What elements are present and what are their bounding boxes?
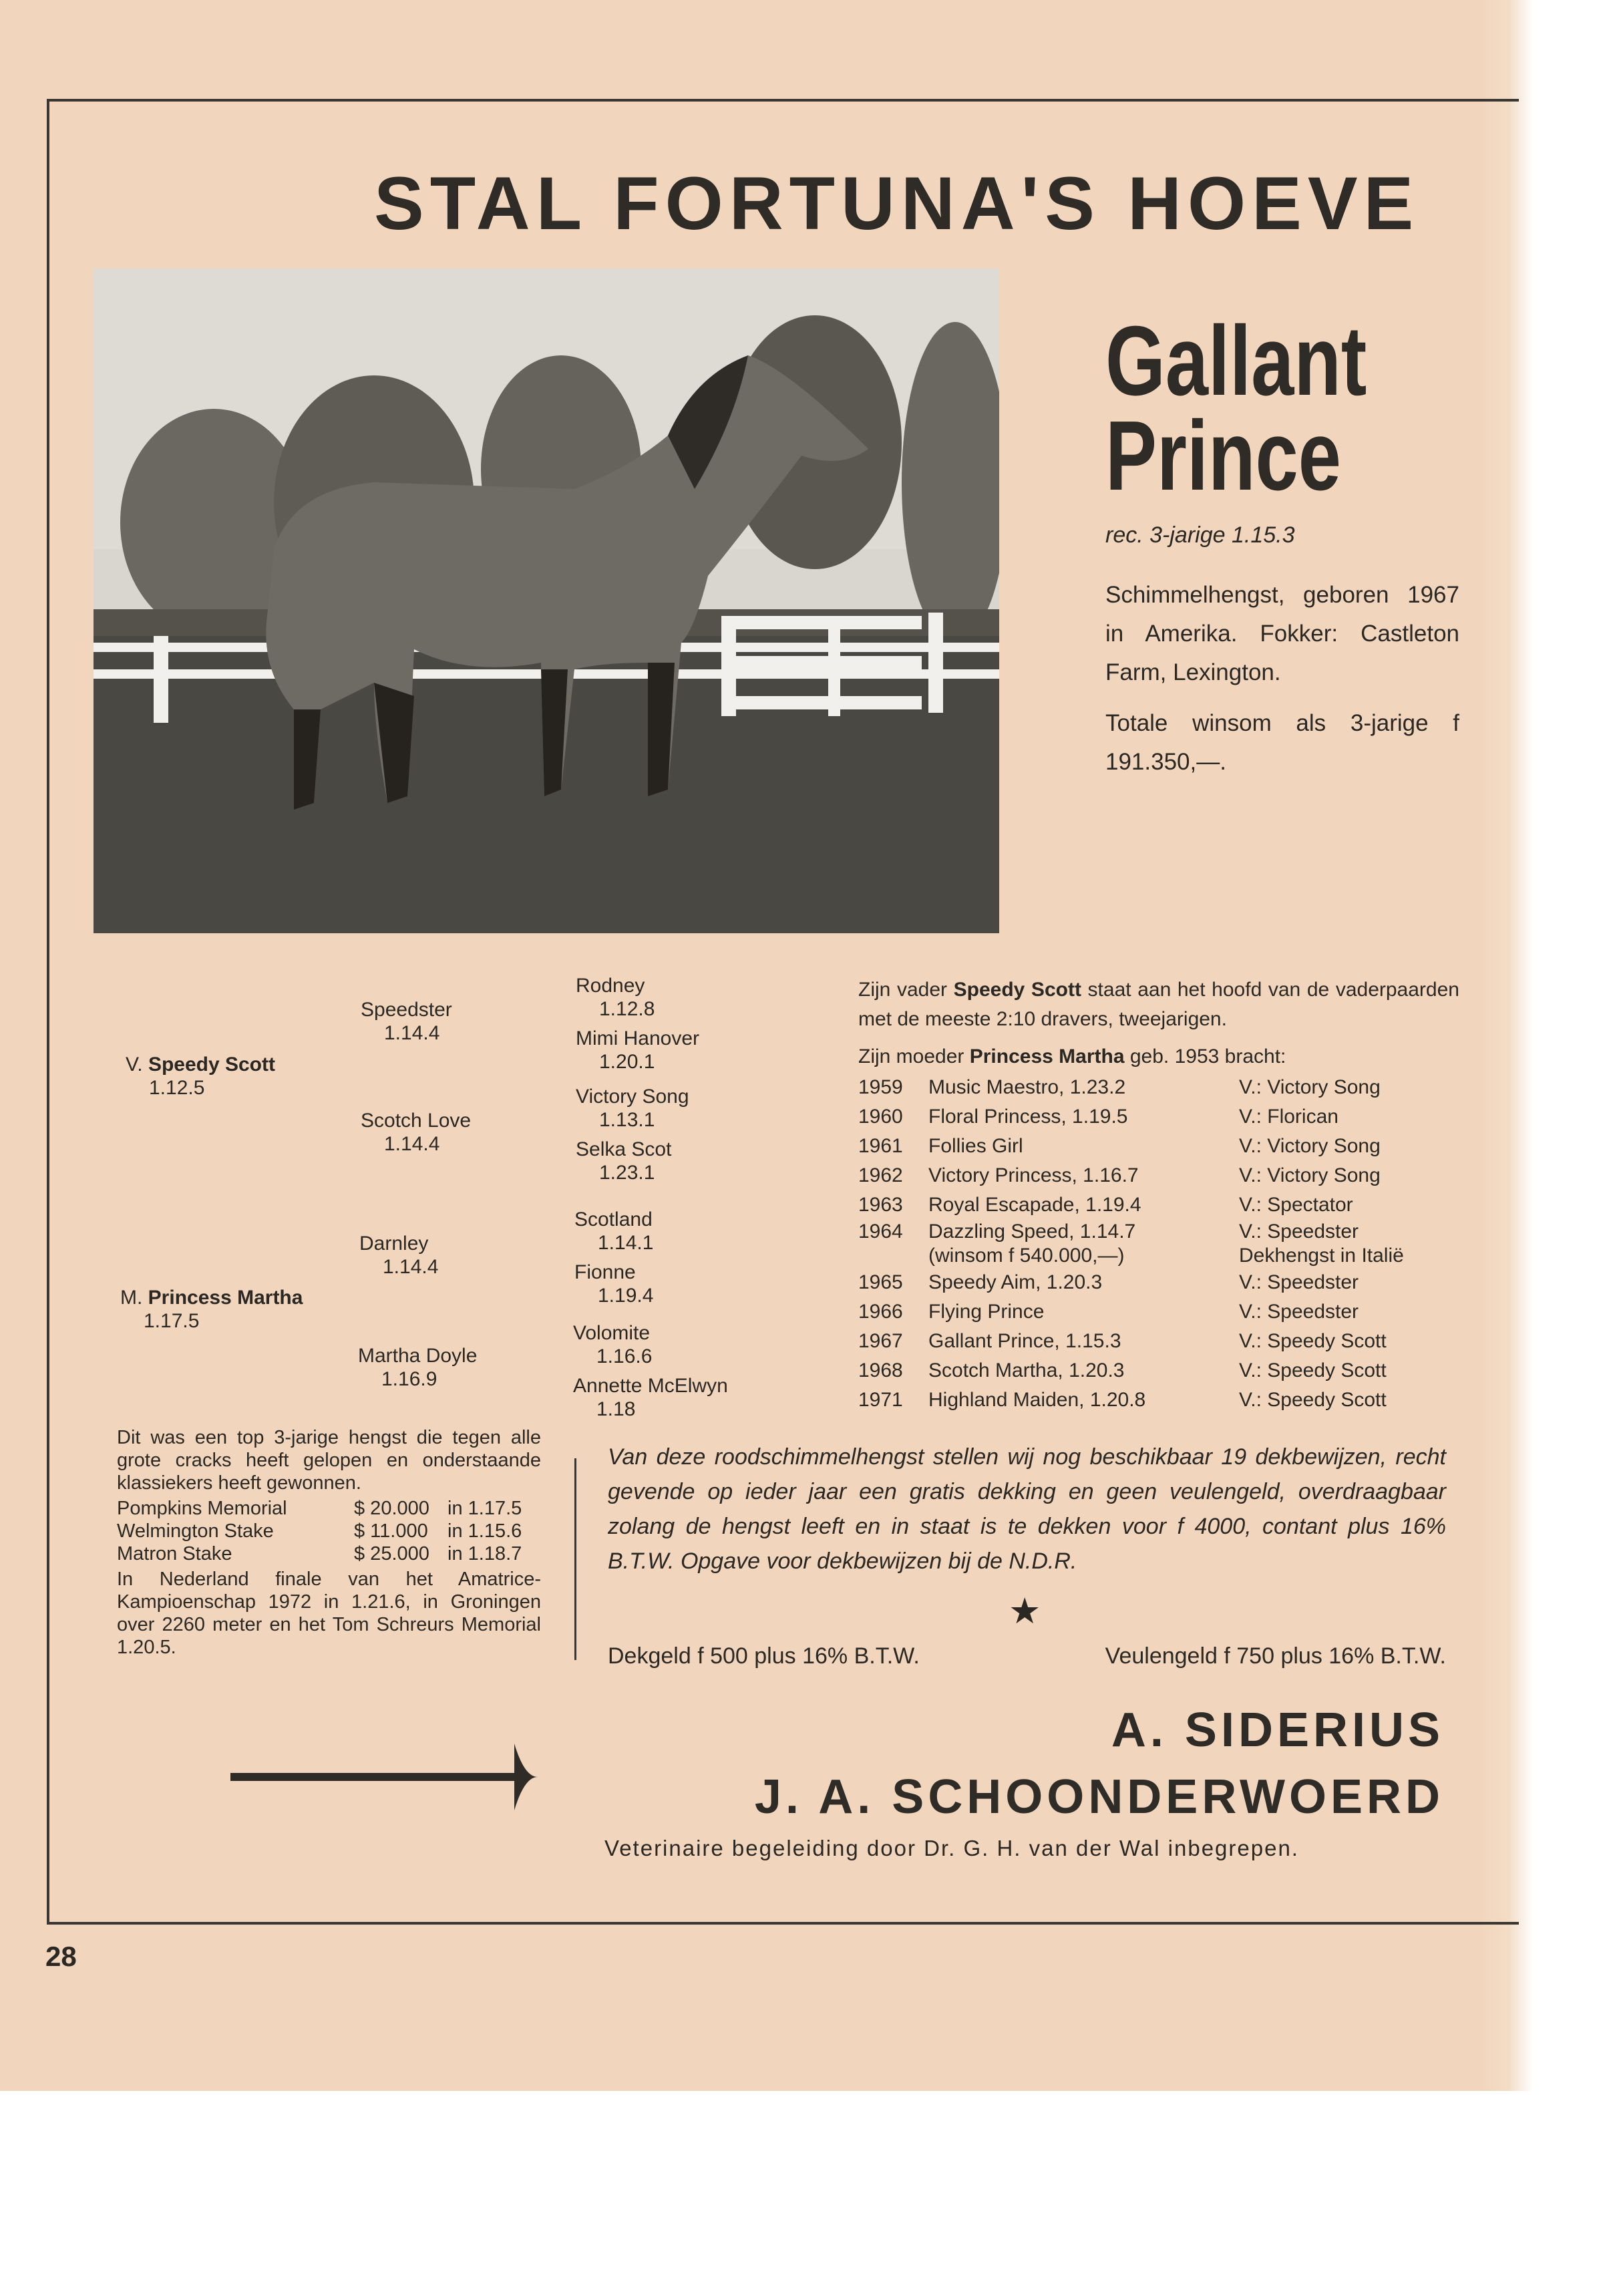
offspring-row: 1964 Dazzling Speed, 1.14.7 V.: Speedster xyxy=(858,1220,1359,1243)
gen3-name: Victory Song xyxy=(576,1086,689,1108)
gen3-name: Rodney xyxy=(576,975,645,997)
star-icon: ★ xyxy=(1009,1591,1041,1631)
offspring-row: 1960 Floral Princess, 1.19.5 V.: Florican xyxy=(858,1106,1338,1128)
gen3-time: 1.23.1 xyxy=(599,1162,655,1184)
owners xyxy=(601,1697,1444,1830)
pedigree-gen2-item xyxy=(361,1109,471,1156)
offspring-row: 1962 Victory Princess, 1.16.7 V.: Victory Song xyxy=(858,1164,1381,1186)
gen3-time: 1.19.4 xyxy=(598,1285,654,1307)
gen3-time: 1.14.1 xyxy=(598,1232,654,1254)
career-intro: Dit was een top 3-jarige hengst die tegen alle grote cracks heeft gelopen en onderstaande klassiekers heeft gewonnen. xyxy=(117,1427,541,1494)
horse-photo xyxy=(94,269,999,933)
fees-row xyxy=(608,1643,1446,1669)
gen3-time: 1.20.1 xyxy=(599,1051,655,1073)
gen3-name: Fionne xyxy=(574,1261,636,1283)
pedigree-gen2-item xyxy=(361,998,452,1045)
career-text xyxy=(117,1426,541,1659)
gen3-name: Scotland xyxy=(574,1208,653,1231)
gen3-time: 1.18 xyxy=(596,1398,636,1420)
win-row: Pompkins Memorial $ 20.000 in 1.17.5 xyxy=(117,1498,522,1519)
pedigree-gen3-item xyxy=(576,1027,699,1074)
pedigree-gen2-item xyxy=(359,1232,438,1279)
wins-list xyxy=(117,1497,541,1565)
horse-intro-earnings: Totale winsom als 3-jarige f 191.350,—. xyxy=(1105,710,1459,775)
gen2-name: Darnley xyxy=(359,1233,429,1255)
offer-paragraph: Van deze roodschimmelhengst stellen wij nog beschikbaar 19 dekbewijzen, recht gevende op ieder jaar een gratis dekking en geen veulengeld, overdraagbaar zolang de hengst leeft en in staat is te dekken voor f 4000, contant plus 16% B.T.W. Opgave voor dekbewijzen bij de N.D.R. xyxy=(608,1444,1446,1574)
page-title: STAL FORTUNA'S HOEVE xyxy=(374,162,1420,245)
pedigree-gen3-item xyxy=(576,974,655,1021)
horse-name-line1: Gallant xyxy=(1105,306,1367,416)
horse-name-line2: Prince xyxy=(1105,401,1341,511)
owner-1: A. SIDERIUS xyxy=(1111,1703,1444,1757)
sire-prefix: V. xyxy=(126,1053,143,1076)
gen3-name: Mimi Hanover xyxy=(576,1027,700,1049)
gen3-time: 1.12.8 xyxy=(599,998,655,1020)
pedigree-sire xyxy=(126,1053,275,1100)
gen3-time: 1.13.1 xyxy=(599,1109,655,1131)
divider-line xyxy=(574,1458,576,1660)
sire-name: Speedy Scott xyxy=(148,1053,275,1076)
sire-note-text: Zijn vader xyxy=(858,979,954,1001)
win-row: Welmington Stake $ 11.000 in 1.15.6 xyxy=(117,1520,522,1542)
win-row: Matron Stake $ 25.000 in 1.18.7 xyxy=(117,1543,522,1565)
offspring-row: 1963 Royal Escapade, 1.19.4 V.: Spectator xyxy=(858,1194,1353,1216)
offspring-row: 1967 Gallant Prince, 1.15.3 V.: Speedy Scott xyxy=(858,1330,1387,1352)
gen2-time: 1.16.9 xyxy=(381,1368,437,1390)
gen2-name: Martha Doyle xyxy=(358,1345,478,1367)
offspring-list xyxy=(858,1073,1473,1415)
offspring-row: 1966 Flying Prince V.: Speedster xyxy=(858,1301,1359,1323)
dam-prefix: M. xyxy=(120,1287,143,1309)
pedigree-gen3-item xyxy=(576,1085,689,1132)
offspring-row: 1961 Follies Girl V.: Victory Song xyxy=(858,1135,1381,1157)
arrow-right-icon xyxy=(230,1744,538,1810)
offspring-row: 1959 Music Maestro, 1.23.2 V.: Victory Song xyxy=(858,1076,1381,1098)
pedigree-gen2-item xyxy=(358,1344,477,1391)
pedigree-gen3-item xyxy=(573,1321,652,1368)
sire-note-name: Speedy Scott xyxy=(953,979,1081,1001)
career-outro: In Nederland finale van het Amatrice-Kampioenschap 1972 in 1.21.6, in Groningen over 2260 meter en het Tom Schreurs Memorial 1.20.5. xyxy=(117,1569,541,1658)
vet-note: Veterinaire begeleiding door Dr. G. H. van der Wal inbegrepen. xyxy=(604,1836,1299,1860)
gen2-time: 1.14.4 xyxy=(383,1256,439,1278)
veulengeld: Veulengeld f 750 plus 16% B.T.W. xyxy=(1105,1643,1446,1669)
horse-name xyxy=(1105,306,1367,511)
horse-intro xyxy=(1105,576,1459,794)
gen3-time: 1.16.6 xyxy=(596,1345,653,1367)
offspring-row: (winsom f 540.000,—) Dekhengst in Italië xyxy=(928,1245,1404,1267)
pedigree-gen3-item xyxy=(576,1138,671,1184)
dam-note-text: Zijn moeder xyxy=(858,1045,970,1068)
gen3-name: Annette McElwyn xyxy=(573,1375,728,1397)
dekgeld: Dekgeld f 500 plus 16% B.T.W. xyxy=(608,1643,920,1669)
pedigree-gen3-item xyxy=(573,1374,728,1421)
gen2-name: Scotch Love xyxy=(361,1110,472,1132)
gen3-name: Volomite xyxy=(573,1322,651,1344)
offspring-row: 1968 Scotch Martha, 1.20.3 V.: Speedy Scott xyxy=(858,1359,1387,1381)
dam-note-name: Princess Martha xyxy=(969,1045,1125,1068)
offer-text xyxy=(608,1440,1446,1579)
pedigree-gen3-item xyxy=(574,1208,653,1255)
dam-note xyxy=(858,1042,1459,1072)
gen2-time: 1.14.4 xyxy=(384,1133,440,1155)
sire-time: 1.12.5 xyxy=(149,1077,205,1099)
sire-note-text: staat aan het hoofd van de vaderpaarden met de meeste 2:10 dravers, tweejarigen. xyxy=(858,979,1459,1030)
sire-note xyxy=(858,975,1459,1034)
owner-2: J. A. SCHOONDERWOERD xyxy=(754,1770,1444,1824)
horse-intro-origin: Schimmelhengst, geboren 1967 in Amerika. Fokker: Castleton Farm, Lexington. xyxy=(1105,582,1459,685)
dam-note-text: geb. 1953 bracht: xyxy=(1124,1045,1286,1068)
gen3-name: Selka Scot xyxy=(576,1138,672,1160)
dam-name: Princess Martha xyxy=(148,1287,303,1309)
offspring-row: 1971 Highland Maiden, 1.20.8 V.: Speedy Scott xyxy=(858,1389,1387,1411)
offspring-row: 1965 Speedy Aim, 1.20.3 V.: Speedster xyxy=(858,1271,1359,1293)
horse-record: rec. 3-jarige 1.15.3 xyxy=(1105,522,1295,548)
pedigree-dam xyxy=(120,1286,303,1333)
dam-time: 1.17.5 xyxy=(144,1310,200,1332)
gen2-name: Speedster xyxy=(361,999,452,1021)
pedigree-gen3-item xyxy=(574,1261,653,1307)
page-number: 28 xyxy=(45,1941,77,1972)
gen2-time: 1.14.4 xyxy=(384,1022,440,1044)
